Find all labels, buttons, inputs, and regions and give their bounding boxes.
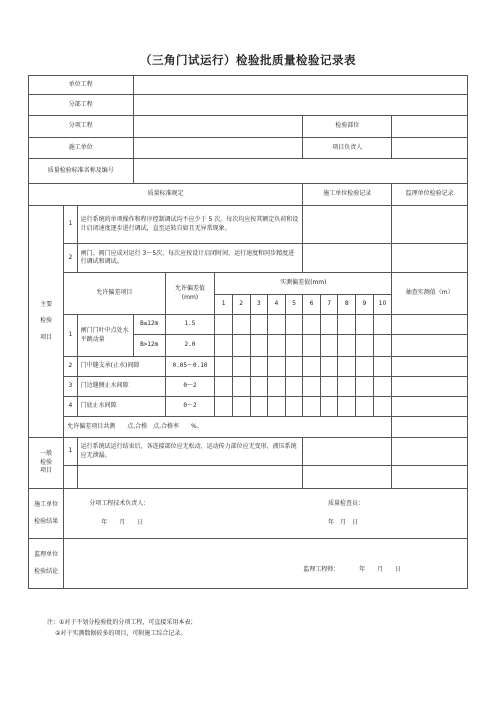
measure-cell[interactable]	[373, 335, 392, 357]
measure-cell[interactable]	[215, 397, 233, 417]
project-manager-value[interactable]	[392, 138, 468, 159]
deviation-3-no: 3	[64, 377, 77, 397]
measure-cell[interactable]	[232, 377, 250, 397]
deviation-summary-row	[29, 417, 468, 438]
measure-cell[interactable]	[356, 397, 374, 417]
measure-cell[interactable]	[250, 357, 268, 377]
deviation-3-name: 门边缝侧止水间隙	[77, 377, 165, 397]
measure-cell[interactable]	[232, 357, 250, 377]
footnote-2: ②对于实测数据较多的项目，可附施工综合记录。	[55, 630, 187, 638]
measure-cell[interactable]	[338, 377, 356, 397]
measure-cell[interactable]	[268, 377, 286, 397]
general-item-1-row	[29, 438, 468, 466]
measure-cell[interactable]	[356, 315, 374, 335]
spot-check-cell[interactable]	[392, 377, 468, 397]
measure-cell[interactable]	[215, 357, 233, 377]
standard-row	[29, 159, 468, 184]
measure-cell[interactable]	[320, 397, 338, 417]
main-items-label-line: 检验	[40, 317, 53, 325]
measure-cell[interactable]	[356, 357, 374, 377]
inspection-location-value[interactable]	[392, 116, 468, 138]
deviation-1-value-2: 2.0	[165, 335, 215, 357]
measure-cell[interactable]	[285, 357, 303, 377]
sub-project-row	[29, 95, 468, 116]
measure-no: 8	[338, 295, 356, 315]
deviation-1-value-1: 1.5	[165, 315, 215, 335]
measure-cell[interactable]	[373, 397, 392, 417]
measure-cell[interactable]	[268, 357, 286, 377]
measure-cell[interactable]	[232, 397, 250, 417]
standard-name-value[interactable]	[133, 159, 467, 184]
main-item-1-text: 运行系统的单项操作和程序控制调试均不应少于 5 次。每次均应按其额定负荷和设计启闭速度逐步进行调试，直至运转自如且无异常现象。	[77, 206, 303, 244]
main-item-1-row	[29, 206, 468, 244]
spot-check-cell[interactable]	[392, 397, 468, 417]
supervision-result-label-line: 监理单位	[34, 550, 59, 558]
main-item-1-no: 1	[64, 206, 77, 244]
measure-cell[interactable]	[303, 315, 321, 335]
tech-lead-date: 年 月 日	[101, 518, 144, 526]
deviation-4-no: 4	[64, 397, 77, 417]
measure-cell[interactable]	[285, 397, 303, 417]
measure-cell[interactable]	[303, 397, 321, 417]
measure-cell[interactable]	[356, 335, 374, 357]
deviation-header-row	[29, 273, 468, 295]
deviation-4-value: 0～2	[165, 397, 215, 417]
measure-cell[interactable]	[215, 377, 233, 397]
measure-cell[interactable]	[338, 357, 356, 377]
general-items-label	[29, 438, 64, 489]
supervision-result-row	[29, 539, 468, 589]
measured-deviation-header: 实测偏差值(mm)	[215, 273, 392, 295]
main-items-label-line: 主要	[40, 300, 53, 308]
quality-standard-header: 质量标准规定	[29, 184, 303, 206]
measure-cell[interactable]	[320, 357, 338, 377]
measure-cell[interactable]	[250, 377, 268, 397]
supervision-result-label	[29, 539, 64, 589]
measure-no: 2	[232, 295, 250, 315]
measure-no: 10	[373, 295, 392, 315]
deviation-2-no: 2	[64, 357, 77, 377]
supervision-engineer-label: 监理工程师：	[303, 566, 340, 574]
general-item-1-supervision-record[interactable]	[392, 438, 468, 466]
deviation-1-cond-2: B>12m	[133, 335, 165, 357]
measure-cell[interactable]	[303, 357, 321, 377]
footnote-1: 注：①对于不划分检验批的分项工程，可直接采用本表；	[47, 619, 197, 626]
item-project-row	[29, 116, 468, 138]
deviation-summary-supervision[interactable]	[392, 417, 468, 438]
construction-unit-label: 施工单位	[29, 138, 134, 159]
construction-result-label-line: 检验结果	[34, 517, 59, 525]
supervision-date: 年 月 日	[359, 566, 402, 574]
construction-result-label-line: 施工单位	[34, 500, 59, 508]
deviation-row-3	[29, 377, 468, 397]
footnotes	[47, 617, 196, 640]
deviation-summary: 允许偏差项目共测 点,合格 点,合格率 %。	[64, 417, 392, 438]
deviation-1-cond-1: B≤12m	[133, 315, 165, 335]
measure-cell[interactable]	[320, 377, 338, 397]
spot-check-cell[interactable]	[392, 357, 468, 377]
measure-no: 5	[285, 295, 303, 315]
item-project-label: 分项工程	[29, 116, 134, 138]
measure-cell[interactable]	[250, 397, 268, 417]
measure-cell[interactable]	[215, 335, 233, 357]
measure-cell[interactable]	[250, 335, 268, 357]
inspection-location-label: 检验部位	[303, 116, 392, 138]
main-item-2-supervision-record[interactable]	[392, 244, 468, 273]
general-item-1-text: 运行系统试运行结束后，各连接部位应无松动，运动传力部位应无变形，液压系统应无泄漏。	[77, 438, 303, 466]
unit-project-value[interactable]	[133, 76, 467, 95]
deviation-1-name: 闸门门叶中点处水平跳动量	[77, 315, 133, 357]
item-project-value[interactable]	[133, 116, 303, 138]
general-item-1-no: 1	[64, 438, 77, 466]
measure-no: 1	[215, 295, 233, 315]
measure-cell[interactable]	[250, 315, 268, 335]
construction-unit-value[interactable]	[133, 138, 303, 159]
measure-no: 7	[320, 295, 338, 315]
measure-cell[interactable]	[215, 315, 233, 335]
construction-record-header: 施工单位检验记录	[303, 184, 392, 206]
allowed-item-header: 允许偏差项目	[64, 273, 165, 315]
measure-no: 9	[356, 295, 374, 315]
general-item-blank-row	[29, 466, 468, 489]
measure-cell[interactable]	[338, 335, 356, 357]
general-item-1-construction-record[interactable]	[303, 438, 392, 466]
measure-no: 6	[303, 295, 321, 315]
measure-cell[interactable]	[268, 315, 286, 335]
unit-project-row	[29, 76, 468, 95]
measure-cell[interactable]	[232, 315, 250, 335]
general-items-label-line: 项目	[40, 467, 53, 475]
measure-cell[interactable]	[373, 357, 392, 377]
measure-cell[interactable]	[285, 315, 303, 335]
deviation-3-value: 0～2	[165, 377, 215, 397]
spot-check-cell[interactable]	[392, 335, 468, 357]
general-item-blank-text	[77, 466, 303, 489]
general-item-blank-no	[64, 466, 77, 489]
deviation-row-2	[29, 357, 468, 377]
measure-cell[interactable]	[285, 377, 303, 397]
spot-check-header: 抽查实测值（m）	[392, 273, 468, 315]
spot-check-cell[interactable]	[392, 315, 468, 335]
general-item-blank-supervision-record[interactable]	[392, 466, 468, 489]
main-items-label-line: 项目	[40, 334, 53, 342]
general-items-label-line: 一般	[40, 450, 53, 458]
measure-cell[interactable]	[373, 315, 392, 335]
deviation-1-no: 1	[64, 315, 77, 357]
measure-cell[interactable]	[338, 397, 356, 417]
construction-result-row	[29, 489, 468, 539]
general-items-label-line: 检验	[40, 458, 53, 466]
deviation-2-name: 门中缝支承(止水)间隙	[77, 357, 165, 377]
measure-cell[interactable]	[338, 315, 356, 335]
form-title: （三角门试运行）检验批质量检验记录表	[140, 53, 356, 67]
measure-cell[interactable]	[285, 335, 303, 357]
sub-project-label: 分部工程	[29, 95, 134, 116]
general-item-blank-construction-record[interactable]	[303, 466, 392, 489]
main-item-1-construction-record[interactable]	[303, 206, 392, 244]
measure-cell[interactable]	[268, 335, 286, 357]
measure-cell[interactable]	[373, 377, 392, 397]
standard-name-label: 质量检验标准名称及编号	[29, 159, 134, 184]
qc-date: 年 月 日	[327, 518, 358, 526]
measure-no: 4	[268, 295, 286, 315]
qc-label: 质量检查员：	[327, 500, 364, 508]
measure-cell[interactable]	[303, 377, 321, 397]
measure-cell[interactable]	[303, 335, 321, 357]
main-item-2-construction-record[interactable]	[303, 244, 392, 273]
main-item-2-no: 2	[64, 244, 77, 273]
construction-result-label	[29, 489, 64, 539]
main-item-2-row	[29, 244, 468, 273]
sub-project-value[interactable]	[133, 95, 467, 116]
measure-cell[interactable]	[268, 397, 286, 417]
unit-project-label: 单位工程	[29, 76, 134, 95]
supervision-result-label-line: 检验结论	[34, 567, 59, 575]
construction-unit-row	[29, 138, 468, 159]
inspection-record-table	[28, 75, 468, 589]
column-header-row	[29, 184, 468, 206]
deviation-4-name: 门底止水间隙	[77, 397, 165, 417]
measure-cell[interactable]	[320, 315, 338, 335]
measure-cell[interactable]	[356, 377, 374, 397]
deviation-row-4	[29, 397, 468, 417]
supervision-result-content[interactable]	[64, 539, 468, 589]
main-item-1-supervision-record[interactable]	[392, 206, 468, 244]
allowed-value-header: 允许偏差值(mm)	[165, 273, 215, 315]
measure-no: 3	[250, 295, 268, 315]
tech-lead-label: 分项工程技术负责人：	[89, 500, 150, 508]
measure-cell[interactable]	[232, 335, 250, 357]
deviation-2-value: 0.05～0.10	[165, 357, 215, 377]
deviation-row-1a	[29, 315, 468, 335]
measure-cell[interactable]	[320, 335, 338, 357]
project-manager-label: 项目负责人	[303, 138, 392, 159]
main-item-2-text: 闸门、阀门应成对运行 3～5次，每次应按设计启闭时间、运行速度和同步精度进行调试和调试。	[77, 244, 303, 273]
supervision-record-header: 监理单位检验记录	[392, 184, 468, 206]
main-items-label	[29, 206, 64, 438]
construction-result-content[interactable]	[64, 489, 468, 539]
